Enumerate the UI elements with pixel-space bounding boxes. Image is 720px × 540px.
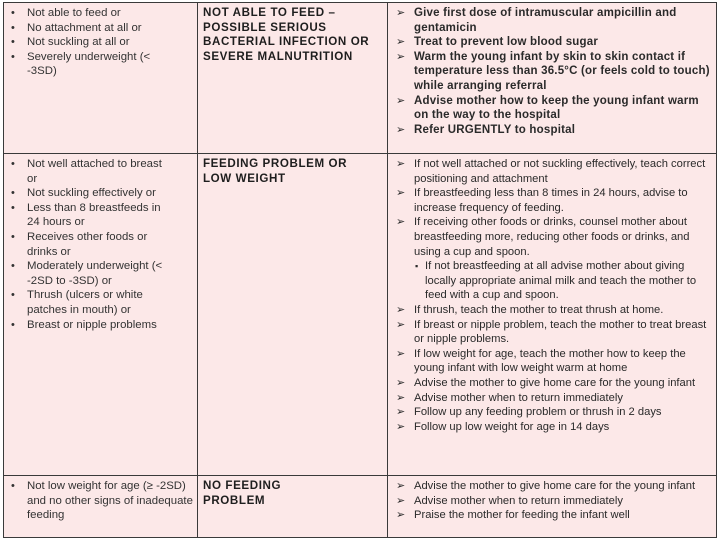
action-item: ➢ If low weight for age, teach the mother how to keep the young infant with low weight warm at home (393, 347, 712, 376)
action-item: ➢ If not well attached or not suckling effectively, teach correct positioning and attachment (393, 157, 712, 186)
sign-item: • Not suckling at all or (9, 35, 193, 50)
actions-cell (388, 476, 716, 537)
classification-label: NOT ABLE TO FEED – POSSIBLE SERIOUS BACTERIAL INFECTION OR SEVERE MALNUTRITION (203, 6, 370, 63)
classification-cell (198, 476, 388, 537)
signs-cell (4, 154, 198, 475)
sign-item: • Moderately underweight (< -2SD to -3SD) or (9, 259, 193, 288)
sign-item: • Severely underweight (< -3SD) (9, 50, 193, 79)
feeding-assessment-table (3, 2, 717, 538)
sign-item: • Not able to feed or (9, 6, 193, 21)
action-item: ➢ If receiving other foods or drinks, counsel mother about breastfeeding more, reducing other foods or drinks, and using a cup and spoon. (393, 215, 712, 259)
action-item: ➢ Advise the mother to give home care for the young infant (393, 376, 712, 391)
action-item: ➢ Treat to prevent low blood sugar (393, 35, 712, 50)
sign-item: • Not low weight for age (≥ -2SD) and no other signs of inadequate feeding (9, 479, 193, 523)
actions-cell (388, 154, 716, 475)
action-item: ➢ Advise mother when to return immediately (393, 494, 712, 509)
table-row-feeding-problem (4, 154, 716, 476)
signs-cell (4, 3, 198, 153)
table-row-no-feeding-problem (4, 476, 716, 537)
action-item: ➢ Give first dose of intramuscular ampicillin and gentamicin (393, 6, 712, 35)
action-item: ➢ Follow up low weight for age in 14 days (393, 420, 712, 435)
actions-cell (388, 3, 716, 153)
sign-item: • Thrush (ulcers or white patches in mouth) or (9, 288, 193, 317)
action-item: ➢ If breastfeeding less than 8 times in 24 hours, advise to increase frequency of feeding. (393, 186, 712, 215)
sign-item: • Less than 8 breastfeeds in 24 hours or (9, 201, 193, 230)
sign-item: • Not suckling effectively or (9, 186, 193, 201)
classification-label: FEEDING PROBLEM OR LOW WEIGHT (203, 157, 348, 185)
action-subitem: ▪ If not breastfeeding at all advise mother about giving locally appropriate animal milk and teach the mother to feed with a cup and spoon. (393, 259, 712, 303)
action-item: ➢ Refer URGENTLY to hospital (393, 123, 712, 138)
action-item: ➢ If breast or nipple problem, teach the mother to treat breast or nipple problems. (393, 318, 712, 347)
table-row-not-able-to-feed (4, 3, 716, 154)
action-item: ➢ Praise the mother for feeding the infant well (393, 508, 712, 523)
classification-cell (198, 3, 388, 153)
action-item: ➢ Advise mother how to keep the young infant warm on the way to the hospital (393, 94, 712, 123)
action-item: ➢ Advise mother when to return immediately (393, 391, 712, 406)
action-item: ➢ Advise the mother to give home care for the young infant (393, 479, 712, 494)
signs-cell (4, 476, 198, 537)
action-item: ➢ Follow up any feeding problem or thrush in 2 days (393, 405, 712, 420)
sign-item: • Receives other foods or drinks or (9, 230, 193, 259)
action-item: ➢ If thrush, teach the mother to treat thrush at home. (393, 303, 712, 318)
sign-item: • Breast or nipple problems (9, 318, 193, 333)
action-item: ➢ Warm the young infant by skin to skin contact if temperature less than 36.5°C (or feels cold to touch) while arranging referral (393, 50, 712, 94)
classification-label: NO FEEDING PROBLEM (203, 479, 282, 507)
sign-item: • No attachment at all or (9, 21, 193, 36)
classification-cell (198, 154, 388, 475)
sign-item: • Not well attached to breast or (9, 157, 193, 186)
